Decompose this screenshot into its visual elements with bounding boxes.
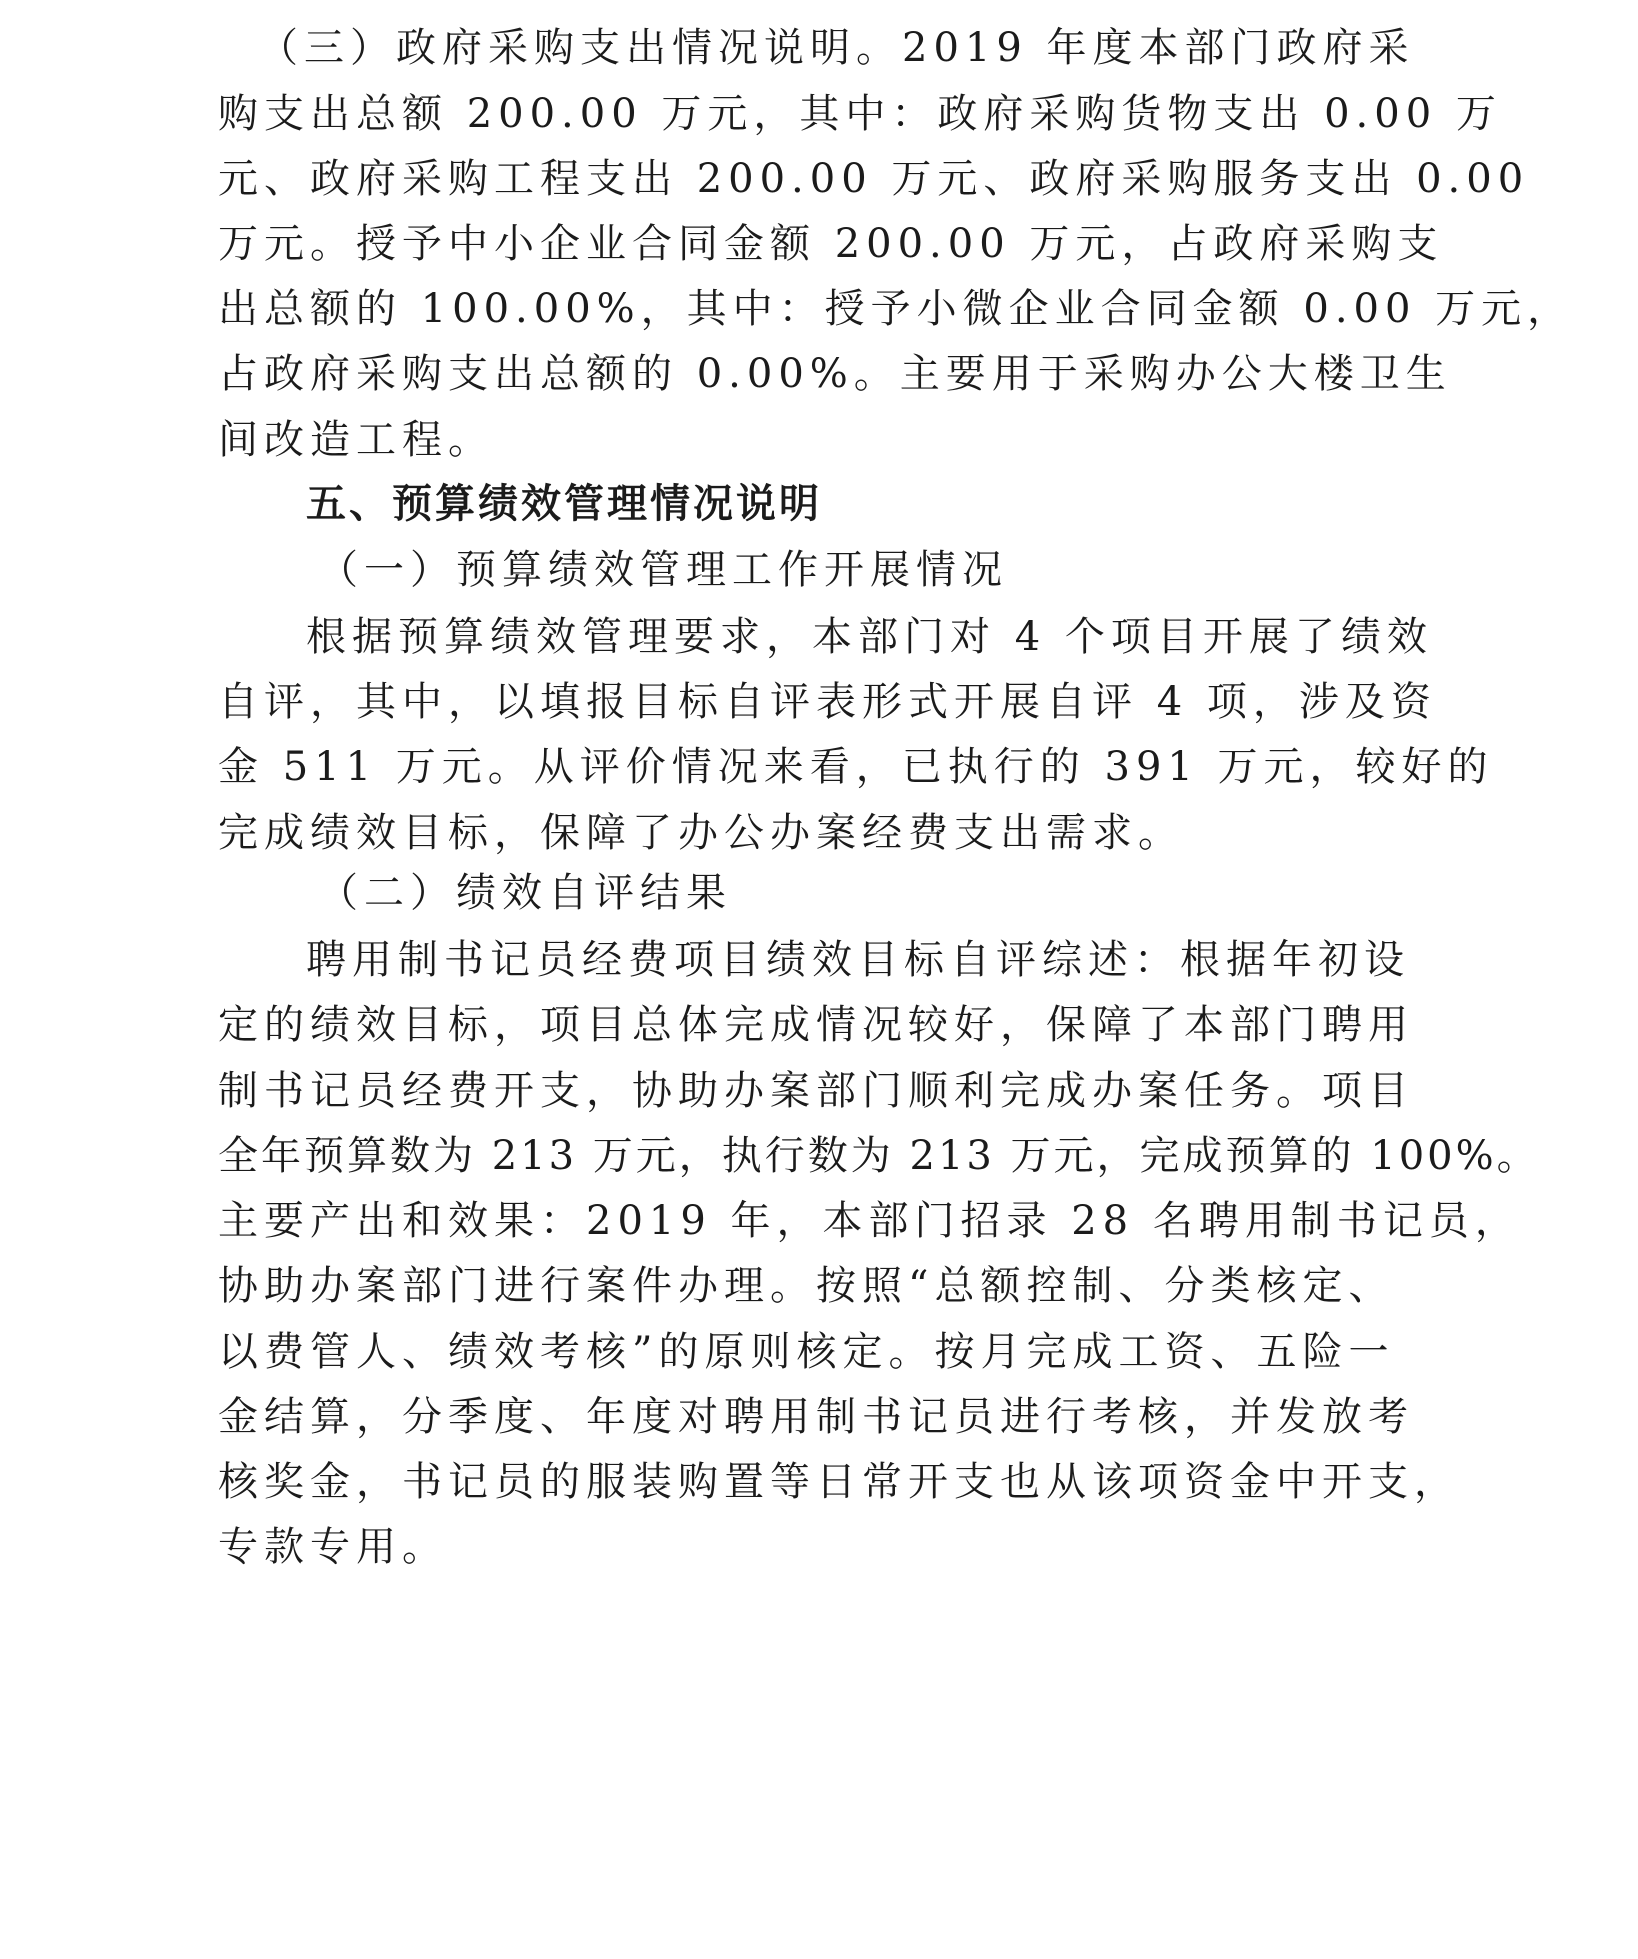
paragraph-line: 以费管人、绩效考核”的原则核定。按月完成工资、五险一 (218, 1329, 1395, 1375)
paragraph-line: 元、政府采购工程支出 200.00 万元、政府采购服务支出 0.00 (218, 156, 1530, 202)
paragraph-line: 协助办案部门进行案件办理。按照“总额控制、分类核定、 (218, 1263, 1395, 1309)
paragraph-line: 自评，其中，以填报目标自评表形式开展自评 4 项，涉及资 (218, 679, 1437, 725)
paragraph-line: 金 511 万元。从评价情况来看，已执行的 391 万元，较好的 (218, 744, 1494, 790)
paragraph-line: 核奖金，书记员的服装购置等日常开支也从该项资金中开支， (218, 1459, 1460, 1505)
paragraph-line: 出总额的 100.00%，其中：授予小微企业合同金额 0.00 万元， (218, 286, 1574, 332)
subsection-heading: （一）预算绩效管理工作开展情况 (318, 547, 1008, 593)
paragraph-line: 购支出总额 200.00 万元，其中：政府采购货物支出 0.00 万 (218, 91, 1502, 137)
paragraph-line: 间改造工程。 (218, 417, 494, 463)
paragraph-line: （三）政府采购支出情况说明。2019 年度本部门政府采 (258, 25, 1415, 71)
paragraph-line: 定的绩效目标，项目总体完成情况较好，保障了本部门聘用 (218, 1002, 1414, 1048)
paragraph-line: 万元。授予中小企业合同金额 200.00 万元，占政府采购支 (218, 221, 1444, 267)
paragraph-line: 金结算，分季度、年度对聘用制书记员进行考核，并发放考 (218, 1394, 1414, 1440)
paragraph-line: 全年预算数为 213 万元，执行数为 213 万元，完成预算的 100%。 (218, 1133, 1540, 1179)
paragraph-line: 制书记员经费开支，协助办案部门顺利完成办案任务。项目 (218, 1068, 1414, 1114)
paragraph-line: 主要产出和效果：2019 年，本部门招录 28 名聘用制书记员， (218, 1198, 1521, 1244)
subsection-heading: （二）绩效自评结果 (318, 870, 732, 916)
paragraph-line: 完成绩效目标，保障了办公办案经费支出需求。 (218, 810, 1184, 856)
section-heading: 五、预算绩效管理情况说明 (306, 481, 822, 527)
paragraph-line: 专款专用。 (218, 1524, 448, 1570)
paragraph-line: 占政府采购支出总额的 0.00%。主要用于采购办公大楼卫生 (218, 351, 1452, 397)
paragraph-line: 聘用制书记员经费项目绩效目标自评综述：根据年初设 (306, 937, 1410, 983)
paragraph-line: 根据预算绩效管理要求，本部门对 4 个项目开展了绩效 (306, 614, 1433, 660)
